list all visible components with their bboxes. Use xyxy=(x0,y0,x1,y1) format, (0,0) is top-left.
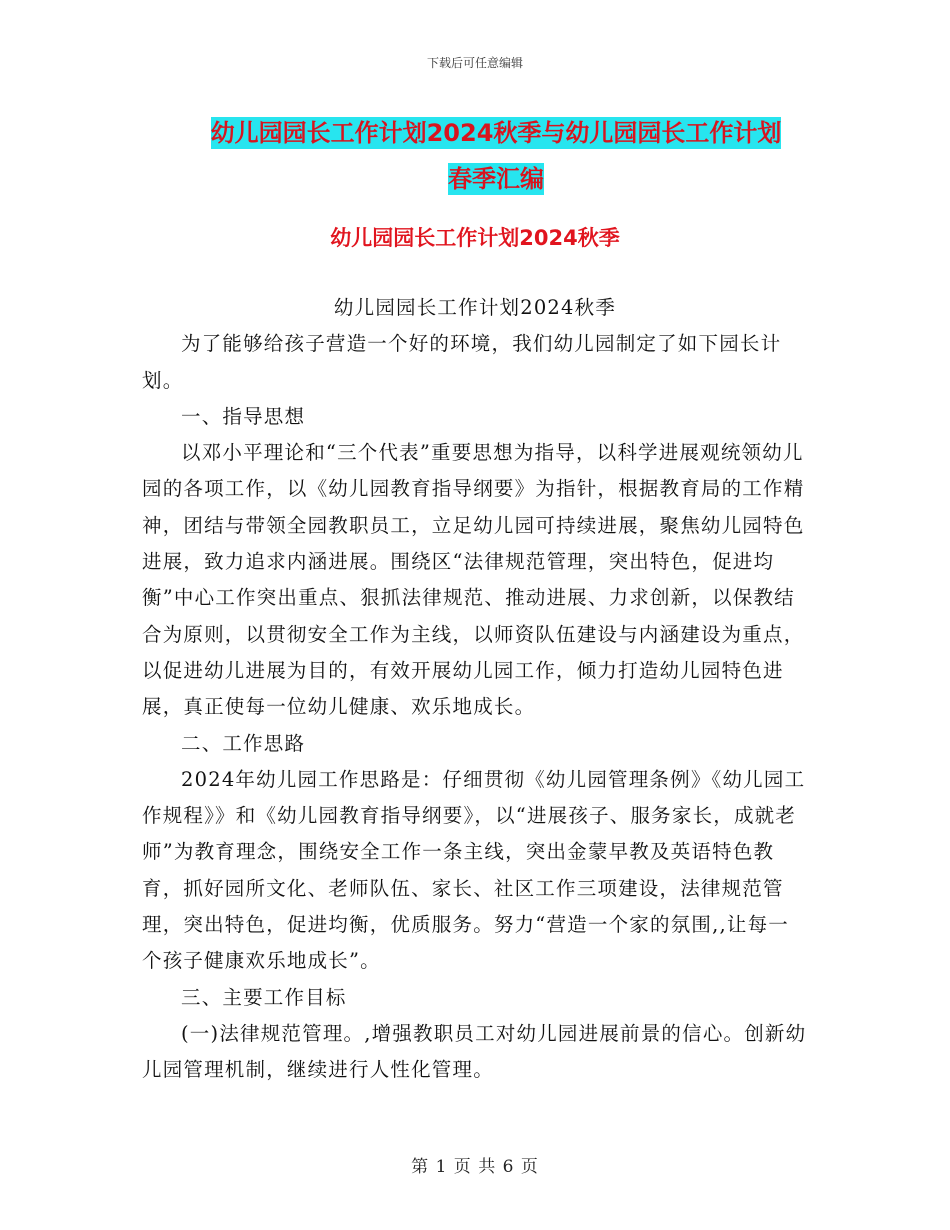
document-title xyxy=(186,110,806,202)
section-title: 幼儿园园长工作计划2024秋季 xyxy=(330,226,620,250)
intro-paragraph: 为了能够给孩子营造一个好的环境，我们幼儿园制定了如下园长计划。 xyxy=(142,332,782,392)
document-title-line2: 春季汇编 xyxy=(448,165,544,193)
header-note: 下载后可任意编辑 xyxy=(426,56,523,70)
paragraph-work-approach: 2024年幼儿园工作思路是：仔细贯彻《幼儿园管理条例》《幼儿园工作规程》》和《幼儿园教育指导纲要》，以“进展孩子、服务家长，成就老师”为教育理念，围绕安全工作一条主线，突出金蒙早教及英语特色教育，抓好园所文化、老师队伍、家长、社区工作三项建设，法律规范管理，突出特色，促进均衡，优质服务。努力“营造一个家的氛围,,让每一个孩子健康欢乐地成长”。 xyxy=(142,767,806,973)
heading-guiding-ideology: 一、指导思想 xyxy=(181,404,306,428)
document-title-line1: 幼儿园园长工作计划2024秋季与幼儿园园长工作计划 xyxy=(210,119,782,147)
page-footer: 第 1 页 共 6 页 xyxy=(411,1157,539,1177)
paragraph-main-goals: (一)法律规范管理。,增强教职员工对幼儿园进展前景的信心。创新幼儿园管理机制，继续进行人性化管理。 xyxy=(142,1021,807,1082)
heading-work-approach: 二、工作思路 xyxy=(181,731,306,755)
body-subtitle: 幼儿园园长工作计划2024秋季 xyxy=(333,296,617,319)
heading-main-goals: 三、主要工作目标 xyxy=(181,985,347,1009)
paragraph-guiding-ideology: 以邓小平理论和“三个代表”重要思想为指导，以科学进展观统领幼儿园的各项工作，以《幼儿园教育指导纲要》为指针，根据教育局的工作精神，团结与带领全园教职员工，立足幼儿园可持续进展，聚焦幼儿园特色进展，致力追求内涵进展。围绕区“法律规范管理，突出特色，促进均衡”中心工作突出重点、狠抓法律规范、推动进展、力求创新，以保教结合为原则，以贯彻安全工作为主线，以师资队伍建设与内涵建设为重点，以促进幼儿进展为目的，有效开展幼儿园工作，倾力打造幼儿园特色进展，真正使每一位幼儿健康、欢乐地成长。 xyxy=(142,441,805,719)
document-body xyxy=(142,290,808,1089)
